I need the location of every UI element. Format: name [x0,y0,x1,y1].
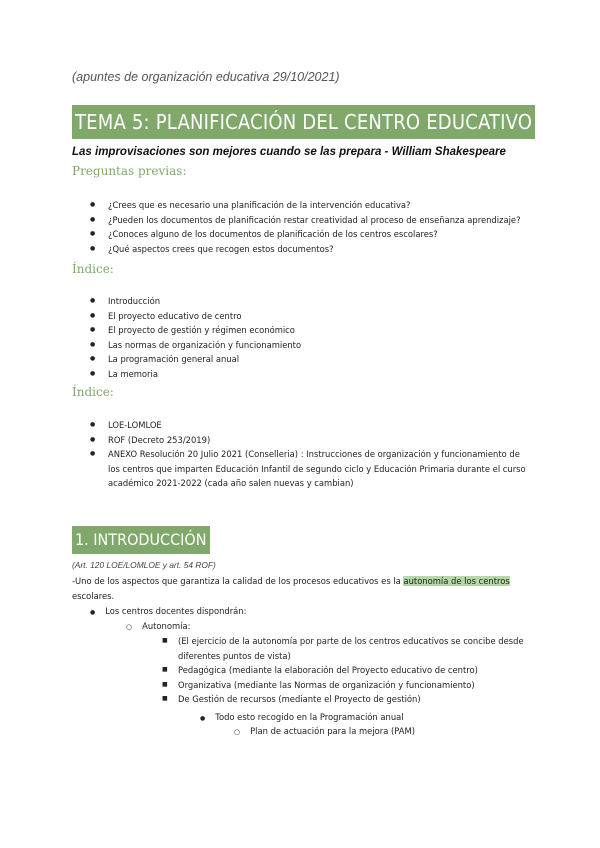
legal-reference: (Art. 120 LOE/LOMLOE y art. 54 ROF) [72,560,216,570]
list-item: ● El proyecto de gestión y régimen económico [90,323,510,338]
page-title: TEMA 5: PLANIFICACIÓN DEL CENTRO EDUCATIVO [72,105,535,139]
list-item: ● La programación general anual [90,352,510,367]
list-item: ● LOE-LOMLOE [90,418,530,433]
outline-item [162,692,532,707]
intro-paragraph [72,574,532,603]
list-item: ● La memoria [90,367,510,382]
list-item: ● ¿Qué aspectos crees que recogen estos documentos? [90,242,540,257]
list-item: ● ¿Crees que es necesario una planificación de la intervención educativa? [90,198,540,213]
intro-text-start: -Uno de los aspectos que garantiza la calidad de los procesos educativos es la [72,576,404,586]
section-heading-introduccion: 1. INTRODUCCIÓN [72,526,210,554]
highlighted-text: autonomía de los centros [403,576,510,586]
indice-heading: Índice: [72,262,114,276]
indice-heading-2: Índice: [72,385,114,399]
outline-text: Pedagógica (mediante la elaboración del Proyecto educativo de centro) [178,665,478,676]
legislacion-list [90,418,530,491]
intro-text-end: escolares. [72,590,115,601]
outline-level-2 [126,619,190,635]
outline-item [162,634,532,663]
outline-text: Autonomía: [142,621,191,631]
document-subtitle: (apuntes de organización educativa 29/10/2021) [72,70,340,84]
outline-text: (El ejercicio de la autonomía por parte de los centros educativos se concibe desde diferentes puntos de vista) [178,636,524,661]
list-item: ● ROF (Decreto 253/2019) [90,433,530,448]
list-item: ● ANEXO Resolución 20 Julio 2021 (Conselleria) : Instrucciones de organización y funcionamiento de los centros que imparten Educación Infantil de segundo ciclo y Educación Primaria durante el curso académico 2021-2022 (cada año salen nuevas y cambian) [90,447,530,491]
outline-item [162,678,532,693]
outline-item [162,663,532,678]
preguntas-heading: Preguntas previas: [72,164,187,178]
quote: Las improvisaciones son mejores cuando se las prepara - William Shakespeare [72,146,506,158]
outline-text: Organizativa (mediante las Normas de organización y funcionamiento) [178,679,475,690]
outline-text: Los centros docentes dispondrán: [105,606,247,616]
square-bullet-icon: ■ [162,637,168,644]
indice-list [90,294,510,382]
outline-level-3 [162,634,532,707]
list-item: ● Las normas de organización y funcionamiento [90,338,510,353]
outline-text: Todo esto recogido en la Programación anual [215,712,404,722]
preguntas-list [90,198,540,256]
list-item: ● Introducción [90,294,510,309]
square-bullet-icon: ■ [162,666,168,674]
square-bullet-icon: ■ [162,695,168,703]
outline-text: Plan de actuación para la mejora (PAM) [250,726,416,736]
list-item: ● ¿Conoces alguno de los documentos de planificación de los centros escolares? [90,227,540,242]
square-bullet-icon: ■ [162,680,168,688]
list-item: ● ¿Pueden los documentos de planificación restar creatividad al proceso de enseñanza aprendizaje? [90,213,540,228]
list-item: ● El proyecto educativo de centro [90,309,510,324]
outline-text: De Gestión de recursos (mediante el Proyecto de gestión) [178,694,421,705]
outline-level-5 [234,724,415,740]
